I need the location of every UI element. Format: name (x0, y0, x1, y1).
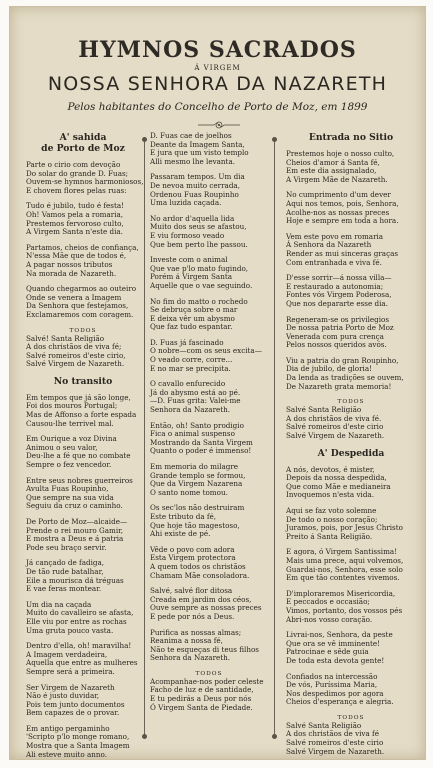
section-heading: Entrada no Sitio (308, 132, 394, 143)
chorus-label: TODOS (337, 399, 365, 406)
verse: Ser Virgem de Nazareth Não é justo duvidar, Pois tem junto documentos Bem capazes de o provar. (26, 682, 125, 718)
verse: No ardor d'aquella lida Muito dos seus se afastou, E viu formoso veado Que bem perto lhe passou. (150, 213, 248, 249)
verse: Parte o cirio com devoção Do solar do grande D. Fuas; Ouvem-se hymnos harmoniosos, E chovem flores pelas ruas: (26, 160, 144, 195)
chorus-label: TODOS (69, 327, 97, 334)
divider-cap (142, 137, 147, 142)
verse: Acompanhae-nos poder celeste Facho de luz e de santidade, E tu pedirás a Deus por nós Ó Virgem Santa de Piedade. (150, 676, 264, 712)
ornament-icon (196, 120, 242, 130)
divider-cap (142, 734, 147, 739)
verse: D'imploraremos Misericordia, E peccados e occasião; Vimos, portanto, dos vossos pés Abri-nos vosso coração. (286, 588, 403, 624)
column-right (286, 132, 416, 760)
verse: Então, oh! Santo prodigio Fica o animal suspenso Mostrando da Santa Virgem Quanto o poder é immenso! (150, 420, 253, 456)
verse: Purifica as nossas almas; Reanima a nossa fé, Não te esqueças di teus filhos Senhora da Nazareth. (150, 627, 259, 663)
verse: O cavallo enfurecido Já do abysmo está ao pé. —D. Fuas grita: Valei-me Senhora da Nazareth. (150, 379, 241, 415)
section-heading: A' sahida de Porto de Moz (41, 132, 125, 154)
verse: Entre seus nobres guerreiros Avulta Fuas Roupinho, Que sempre na sua vida Seguiu da cruz o caminho. (26, 475, 133, 511)
verse: Vem este povo em romaria Á Senhora da Nazareth Render as mui sinceras graças Com entranhada e viva fé. (286, 231, 399, 267)
verse: Os sec'los não destruiram Este tributo da fé, Que hoje tão magestoso, Ahi existe de pé. (150, 503, 245, 539)
column-divider (274, 137, 275, 737)
verse: Em Ourique a voz Divina Animou o seu valor, Deu-lhe a fé que no combate Sempre o fez vencedor. (26, 434, 131, 470)
verse: Salvé! Santa Religião A dos christãos de viva fé; Salvé romeiros d'este cirio, Salvé Virgem de Nazareth. (26, 333, 126, 369)
verse: De Porto de Moz—alcaide— Prende o rei mouro Gamir, E mostra a Deus e á patria Pode seu braço servir. (26, 517, 128, 552)
verse: Quando chegarmos ao outeiro Onde se venera a Imagem Da Senhora que festejamos, Exclamaremos com coragem. (26, 284, 137, 319)
verse: Aqui se faz voto solemne De todo o nosso coração; Juramos, pois, por Jesus Christo Preito á Santa Religião. (286, 506, 403, 541)
verse: Livrai-nos, Senhora, da peste Que ora se vê imminente! Patrocinae e sêde guia De toda esta devota gente! (286, 630, 393, 665)
chorus-label: TODOS (195, 670, 223, 677)
verse: D'esse sorrir—á nossa villa— E restaurado a autonomia; Fontes vós Virgem Poderosa, Que nos depararte esse dia. (286, 273, 392, 308)
verse: Partamos, cheios de confiança, N'essa Mãe que de todos é, A pagar nossos tributos Na morada de Nazareth. (26, 242, 139, 278)
section-heading: No transito (53, 375, 113, 387)
subtitle: Á VIRGEM (194, 64, 241, 72)
verse: Regeneram-se os privilegios De nossa patria Porto de Moz Venerada com pura crença Pelos nossos queridos avós. (286, 314, 394, 350)
column-left (26, 132, 144, 760)
verse: Vêde o povo com adora Esta Virgem protectora A quem todos os christãos Chamam Mãe consoladora. (150, 544, 250, 580)
divider-cap (272, 734, 277, 739)
section-heading: A' Despedida (317, 447, 385, 459)
column-middle (150, 132, 268, 719)
verse: No fim do matto o rochedo Se debruça sobre o mar E deixa vêr um abysmo Que faz tudo espantar. (150, 296, 248, 332)
verse: Salvé Santa Religião A dos christãos de viva fé. Salvé romeiros d'este cirio Salvé Virgem de Nazareth. (286, 405, 385, 441)
divider-cap (272, 137, 277, 142)
verse: Dentro d'ella, oh! maravilha! A Imagem verdadeira, Aquella que entre as mulheres Sempre será a primeira. (26, 641, 138, 676)
byline: Pelos habitantes do Concelho de Porto de Moz, em 1899 (67, 101, 368, 113)
verse: Já cançado de fadiga, De tão rude batalhar, Eile a mourisca dá tréguas E vae feras montear. (26, 558, 124, 594)
verse: Investe com o animal Que vae p'lo mato fugindo, Porém á Virgem Santa Aquelle que o vae seguindo. (150, 255, 253, 290)
verse: Salvé Santa Religião A dos christãos de viva fé Salvé romeiros d'este cirio Salvé Virgem de Nazareth. (286, 720, 385, 756)
verse: D. Fuas já fascinado O nobre—com os seus excita— O veado corre, corre... E no mar se precipita. (150, 337, 262, 373)
verse: Prestemos hoje o nosso culto, Cheios d'amor á Santa fé, Em este dia assignalado, A Virgem Mãe de Nazareth. (286, 149, 395, 184)
verse: Viu a patria do gran Roupinho, Dia de jubilo, de gloria! Da lenda as tradições se ouvem, De Nazareth grata memoria! (286, 355, 404, 391)
verse: No cumprimento d'um dever Aqui nos temos, pois, Senhora, Acolhe-nos as nossas preces Hoje e sempre em toda a hora. (286, 190, 399, 226)
column-divider (144, 137, 145, 737)
verse: Em antigo pergaminho 'Scripto p'lo monge romano, Mostra que a Santa Imagem Ali esteve muito anno. (26, 723, 130, 759)
verse: D. Fuas cae de joelhos Deante da Imagem Santa, E jura que um visto templo Alli mesmo lhe levanta. (150, 131, 249, 166)
verse: Tudo é jubilo, tudo é festa! Oh! Vamos pela a romaria, Prestemos fervoroso culto, A Virgem Santa n'este dia. (26, 201, 125, 237)
verse: Salvé, salvé flor ditosa Creada em jardim dos céos, Ouve sempre as nossas preces E pede por nós a Deus. (150, 586, 262, 621)
verse: Confiados na intercessão De vós, Puríssima Maria, Nos despedimos por agora Cheios d'esperança e alegria. (286, 671, 394, 707)
hymn-sheet (9, 6, 426, 760)
chorus-label: TODOS (337, 714, 365, 721)
verse: A nós, devotos, é mister, Depois da nossa despedida, Que como Mãe e medianeira Invoquemos n'esta vida. (286, 464, 391, 500)
verse: Passaram tempos. Um dia De nevoa muito cerrada, Ordenou Fuas Roupinho Uma luzida caçada. (150, 172, 245, 208)
verse: Um dia na caçada Muito do cavalleiro se afasta, Elle viu por entre as rochas Uma gruta pouco vasta. (26, 599, 134, 635)
main-title: HYMNOS SACRADOS (78, 37, 357, 63)
verse: Em memoria do milagre Grande templo se formou, Que da Virgem Nazarena O santo nome tomou. (150, 462, 246, 497)
page-title: NOSSA SENHORA DA NAZARETH (47, 73, 388, 95)
verse: E agora, ó Virgem Santissima! Mais uma prece, aqui volvemos, Guardai-nos, Senhora, esse solo Em que tão contentes vivemos. (286, 547, 404, 583)
verse: Em tempos que já são longe, Foi dos mouros Portugal; Mas de Affonso a forte espada Causou-lhe terrivel mal. (26, 392, 137, 428)
